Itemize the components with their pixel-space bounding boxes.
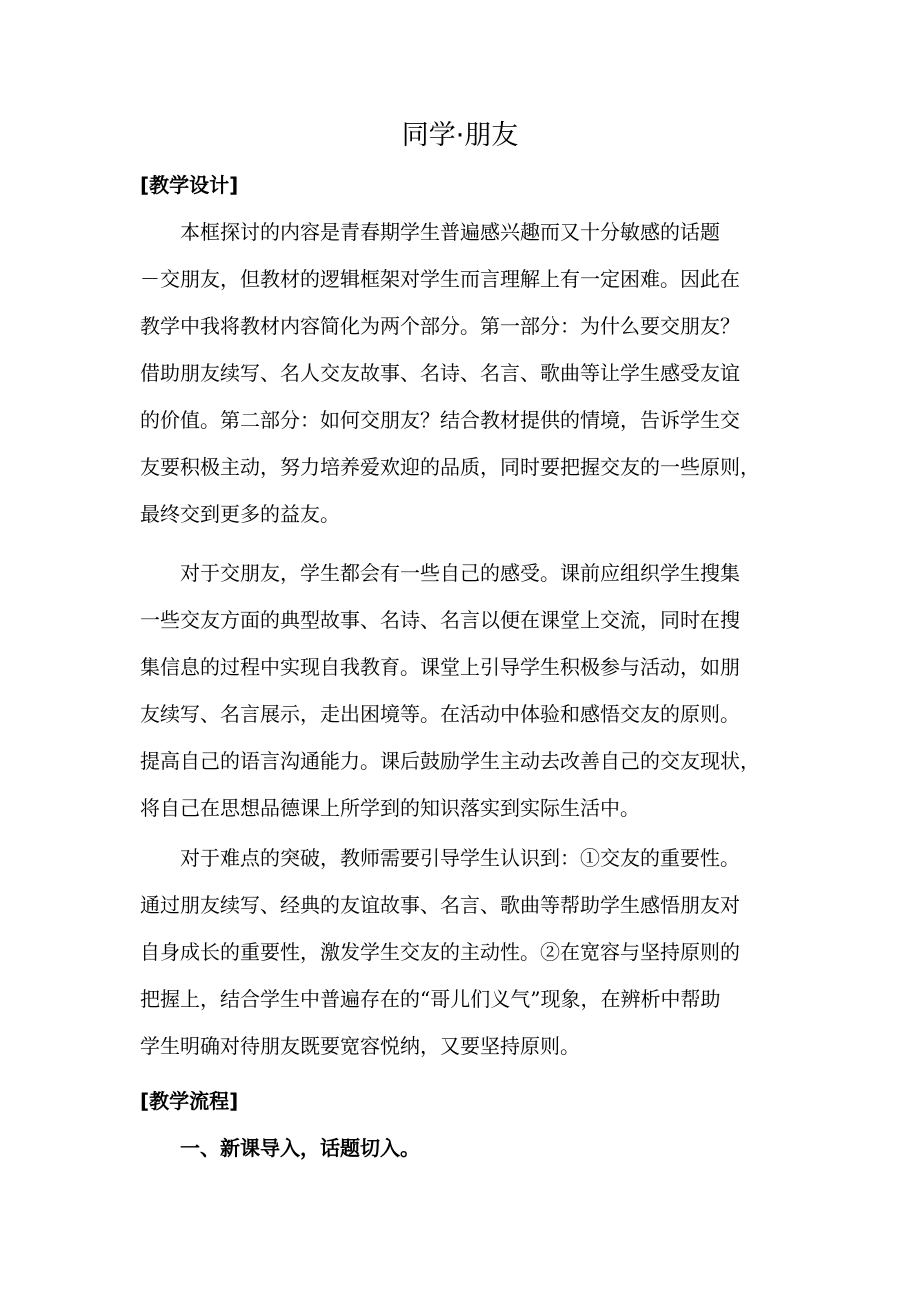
paragraph-line: 的价值。第二部分：如何交朋友？结合教材提供的情境，告诉学生交	[140, 408, 740, 432]
paragraph-line: 本框探讨的内容是青春期学生普遍感兴趣而又十分敏感的话题	[180, 220, 720, 244]
step-heading-intro: 一、新课导入，话题切入。	[180, 1136, 420, 1160]
paragraph-line: 友续写、名言展示，走出困境等。在活动中体验和感悟交友的原则。	[140, 702, 740, 726]
paragraph-line: 通过朋友续写、经典的友谊故事、名言、歌曲等帮助学生感悟朋友对	[140, 893, 740, 917]
paragraph-1	[140, 209, 780, 538]
paragraph-2	[140, 550, 780, 832]
paragraph-line: 把握上，结合学生中普遍存在的“哥儿们义气”现象，在辨析中帮助	[140, 987, 721, 1011]
paragraph-line: 最终交到更多的益友。	[140, 502, 340, 526]
paragraph-3	[140, 835, 780, 1070]
paragraph-line: 对于难点的突破，教师需要引导学生认识到：①交友的重要性。	[180, 846, 740, 870]
paragraph-line: 一些交友方面的典型故事、名诗、名言以便在课堂上交流，同时在搜	[140, 608, 740, 632]
paragraph-line: 自身成长的重要性，激发学生交友的主动性。②在宽容与坚持原则的	[140, 940, 740, 964]
paragraph-line: 学生明确对待朋友既要宽容悦纳，又要坚持原则。	[140, 1034, 580, 1058]
paragraph-line: 将自己在思想品德课上所学到的知识落实到实际生活中。	[140, 796, 640, 820]
paragraph-line: 教学中我将教材内容简化为两个部分。第一部分：为什么要交朋友？	[140, 314, 740, 338]
paragraph-line: －交朋友，但教材的逻辑框架对学生而言理解上有一定困难。因此在	[140, 267, 740, 291]
paragraph-line: 借助朋友续写、名人交友故事、名诗、名言、歌曲等让学生感受友谊	[140, 361, 740, 385]
paragraph-line: 友要积极主动，努力培养爱欢迎的品质，同时要把握交友的一些原则，	[140, 455, 760, 479]
paragraph-line: 对于交朋友，学生都会有一些自己的感受。课前应组织学生搜集	[180, 561, 740, 585]
section-heading-teaching-flow: [教学流程]	[140, 1089, 239, 1113]
paragraph-line: 集信息的过程中实现自我教育。课堂上引导学生积极参与活动，如朋	[140, 655, 740, 679]
section-heading-teaching-design: [教学设计]	[140, 173, 239, 197]
paragraph-line: 提高自己的语言沟通能力。课后鼓励学生主动去改善自己的交友现状，	[140, 749, 760, 773]
page-title: 同学·朋友	[401, 120, 519, 151]
